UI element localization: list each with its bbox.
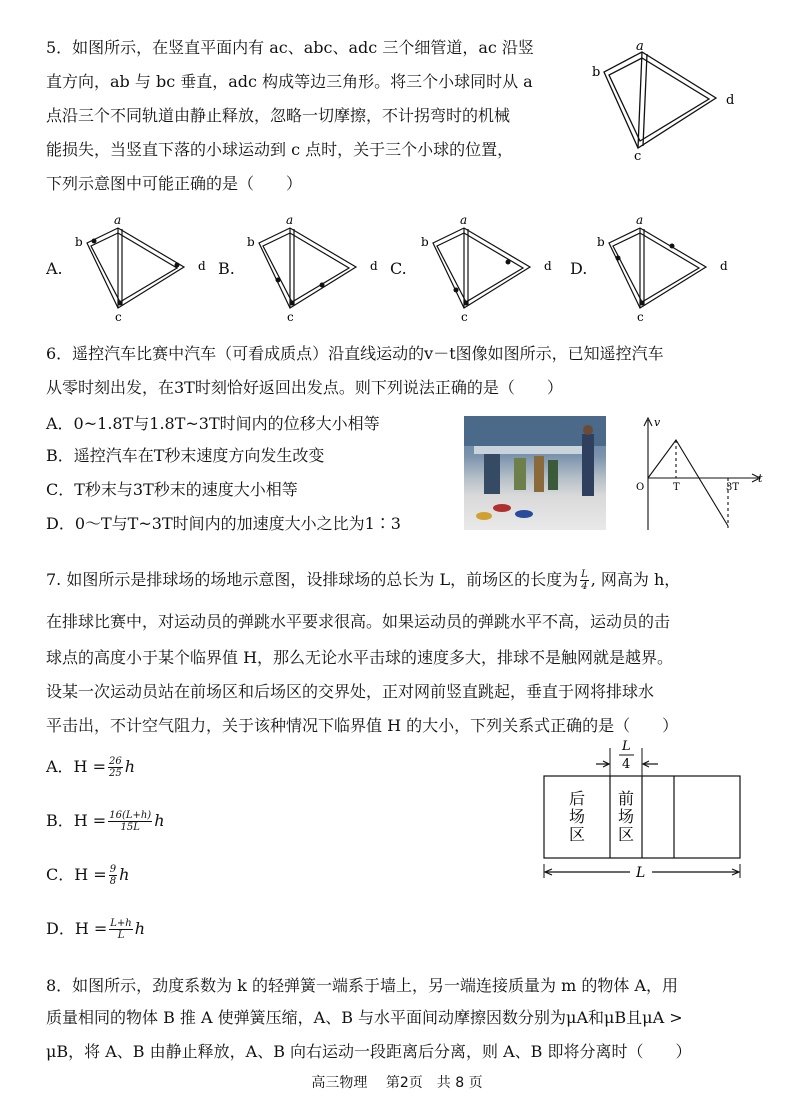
q7-line-3: 球点的高度小于某个临界值 H，那么无论水平击球的速度多大，排球不是触网就是越界。 <box>46 648 674 667</box>
q7-line-5: 平击出，不计空气阻力，关于该种情况下临界值 H 的大小，下列关系式正确的是（ ） <box>46 716 679 735</box>
rc-car-race-photo <box>464 416 606 530</box>
q7-line-1: 7. 如图所示是排球场的场地示意图，设排球场的总长为 L，前场区的长度为 $\frac{L}{4}$ , 网高为 h， <box>46 569 681 592</box>
q6-option-c: C．T秒末与3T秒末的速度大小相等 <box>46 480 298 499</box>
q6-line-1: 6．遥控汽车比赛中汽车（可看成质点）沿直线运动的v－t图像如图所示，已知遥控汽车 <box>46 344 664 363</box>
svg-text:d: d <box>720 259 728 273</box>
svg-text:b: b <box>247 235 255 249</box>
q5-option-b-diagram <box>242 210 392 325</box>
q5-option-a: A. <box>46 259 63 278</box>
q7-line-2: 在排球比赛中，对运动员的弹跳水平要求很高。如果运动员的弹跳水平不高，运动员的击 <box>46 612 671 631</box>
svg-text:a: a <box>286 213 294 227</box>
q6-option-b: B．遥控汽车在T秒末速度方向发生改变 <box>46 446 325 465</box>
v-t-graph <box>628 412 768 532</box>
q6-line-2: 从零时刻出发，在3T时刻恰好返回出发点。则下列说法正确的是（ ） <box>46 378 563 397</box>
label-a: a <box>636 40 644 54</box>
q5-line-4: 能损失，当竖直下落的小球运动到 c 点时，关于三个小球的位置， <box>46 140 514 159</box>
axis-v-label: v <box>654 416 661 429</box>
svg-text:前: 前 <box>618 789 635 808</box>
q8-line-2: 质量相同的物体 B 推 A 使弹簧压缩，A、B 与水平面间动摩擦因数分别为μA和μB且μA > <box>46 1008 683 1027</box>
q7-option-c: C．H = $\frac{9}{8}$ h <box>46 864 130 887</box>
q7-line-4: 设某一次运动员站在前场区和后场区的交界处，正对网前竖直跳起，垂直于网将排球水 <box>46 682 655 701</box>
q5-option-a-diagram <box>70 210 220 325</box>
origin-label: O <box>636 482 645 493</box>
svg-text:L: L <box>622 739 631 754</box>
q8-line-3: μB，将 A、B 由静止释放，A、B 向右运动一段距离后分离，则 A、B 即将分离时（ ） <box>46 1042 692 1061</box>
svg-text:a: a <box>460 213 468 227</box>
svg-text:4: 4 <box>622 757 631 772</box>
svg-text:a: a <box>636 213 644 227</box>
label-c: c <box>634 149 642 164</box>
tick-T-label: T <box>673 482 680 493</box>
svg-text:c: c <box>461 310 468 324</box>
q5-main-diagram <box>590 40 750 165</box>
volleyball-court-diagram <box>540 738 746 883</box>
q5-line-5: 下列示意图中可能正确的是（ ） <box>46 174 303 193</box>
q6-option-d: D．0～T与T~3T时间内的加速度大小之比为1∶3 <box>46 514 401 533</box>
svg-text:b: b <box>421 235 429 249</box>
q6-option-a: A．0~1.8T与1.8T~3T时间内的位移大小相等 <box>46 414 380 433</box>
q5-option-c: C. <box>390 259 407 278</box>
svg-text:b: b <box>75 235 83 249</box>
svg-text:区: 区 <box>569 825 586 844</box>
svg-text:d: d <box>544 259 552 273</box>
q7-option-b: B．H = $\frac{16(L+h)}{15L}$ h <box>46 810 165 833</box>
q5-line-3: 点沿三个不同轨道由静止释放，忽略一切摩擦，不计拐弯时的机械 <box>46 106 511 125</box>
label-d: d <box>726 93 735 108</box>
q7-option-a: A．H = $\frac{26}{25}$ h <box>46 756 136 779</box>
q5-line-2: 直方向，ab 与 bc 垂直，adc 构成等边三角形。将三个小球同时从 a <box>46 72 533 91</box>
svg-text:c: c <box>287 310 294 324</box>
page-footer: 高三物理 第2页 共 8 页 <box>311 1075 483 1091</box>
svg-text:c: c <box>115 310 122 324</box>
svg-text:c: c <box>637 310 644 324</box>
q7-option-d: D．H = $\frac{L+h}{L}$ h <box>46 918 146 941</box>
q5-line-1: 5．如图所示，在竖直平面内有 ac、abc、adc 三个细管道，ac 沿竖 <box>46 38 534 57</box>
svg-text:后: 后 <box>569 789 586 808</box>
q5-option-d-diagram <box>592 210 742 325</box>
svg-text:区: 区 <box>618 825 635 844</box>
q5-option-c-diagram <box>416 210 566 325</box>
svg-text:场: 场 <box>569 807 586 826</box>
svg-text:a: a <box>114 213 122 227</box>
svg-text:d: d <box>198 259 206 273</box>
svg-text:d: d <box>370 259 378 273</box>
svg-text:场: 场 <box>618 807 635 826</box>
tick-3T-label: 3T <box>726 482 740 493</box>
axis-t-label: t <box>758 472 763 485</box>
q8-line-1: 8．如图所示，劲度系数为 k 的轻弹簧一端系于墙上，另一端连接质量为 m 的物体 A，用 <box>46 976 679 995</box>
svg-text:b: b <box>597 235 605 249</box>
svg-text:L: L <box>636 865 646 881</box>
q5-option-b: B. <box>218 259 235 278</box>
label-b: b <box>592 65 601 80</box>
q5-option-d: D. <box>570 259 588 278</box>
